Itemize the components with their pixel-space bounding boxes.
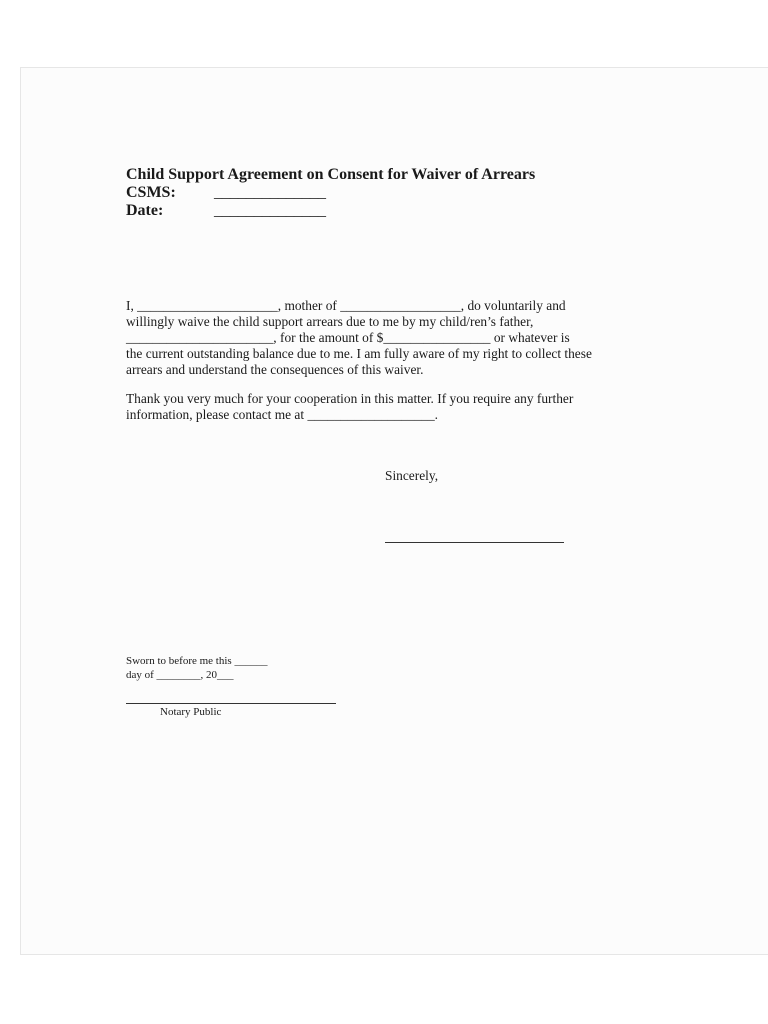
csms-field [126, 184, 535, 202]
document-title: Child Support Agreement on Consent for Waiver of Arrears [126, 166, 536, 183]
header-block [126, 166, 535, 220]
signature-line [385, 542, 564, 543]
paragraph-line: the current outstanding balance due to me. I am fully aware of my right to collect these [126, 346, 592, 361]
notary-signature-line [126, 703, 336, 704]
sworn-line: day of ________, 20___ [126, 669, 234, 681]
thank-you-paragraph [126, 391, 573, 423]
paragraph-line: I, _____________________, mother of __________________, do voluntarily and [126, 298, 566, 313]
date-label: Date: [126, 202, 164, 219]
sworn-line: Sworn to before me this ______ [126, 655, 268, 667]
paragraph-line: Thank you very much for your cooperation in this matter. If you require any further [126, 391, 574, 406]
date-blank: ______________ [214, 202, 326, 219]
paragraph-line: willingly waive the child support arrears due to me by my child/ren’s father, [126, 314, 534, 329]
csms-blank: ______________ [214, 184, 326, 201]
paragraph-line: arrears and understand the consequences of this waiver. [126, 362, 424, 377]
paragraph-line: information, please contact me at ___________________. [126, 407, 439, 422]
sworn-block [126, 654, 267, 682]
csms-label: CSMS: [126, 184, 176, 201]
closing: Sincerely, [385, 468, 439, 483]
date-field [126, 202, 535, 220]
waiver-paragraph [126, 298, 592, 378]
paragraph-line: ______________________, for the amount of $________________ or whatever is [126, 330, 570, 345]
notary-label: Notary Public [160, 706, 222, 718]
